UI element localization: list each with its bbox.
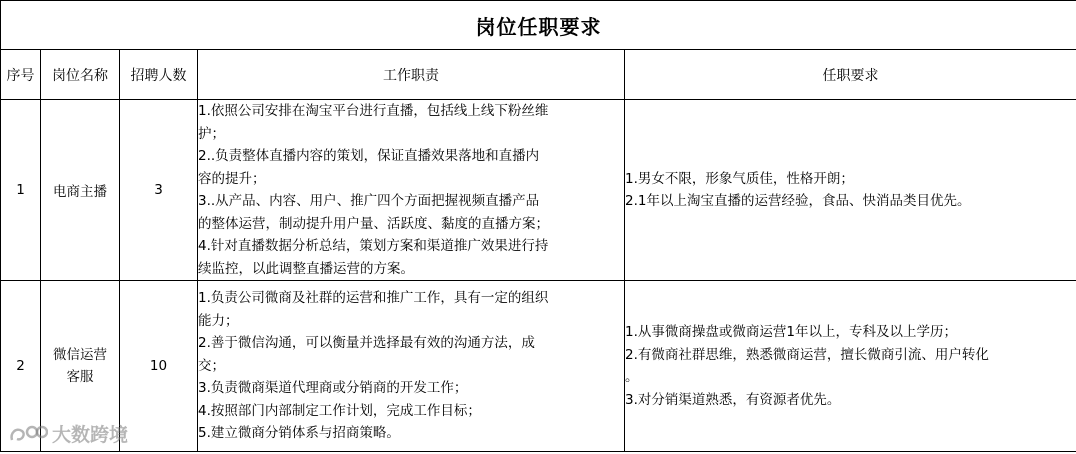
header-requirements: 任职要求 <box>625 50 1076 100</box>
header-position: 岗位名称 <box>41 50 120 100</box>
row-count: 10 <box>120 281 198 452</box>
header-count: 招聘人数 <box>120 50 198 100</box>
watermark-text: 大数跨境 <box>52 424 129 446</box>
duty-line: 4.按照部门内部制定工作计划，完成工作目标； <box>198 402 481 419</box>
duty-line: 2.善于微信沟通，可以衡量并选择最有效的沟通方法，成 <box>198 335 535 352</box>
duty-line: 能力； <box>198 312 239 329</box>
duty-line: 容的提升； <box>198 170 266 187</box>
duty-line: 5.建立微商分销体系与招商策略。 <box>198 425 400 442</box>
requirement-line: 2.有微商社群思维，熟悉微商运营，擅长微商引流、用户转化 <box>625 346 989 363</box>
duty-line: 1.负责公司微商及社群的运营和推广工作，具有一定的组织 <box>198 290 549 307</box>
duty-line: 护； <box>198 125 225 142</box>
row-duties <box>198 100 625 281</box>
duty-line: 3.负责微商渠道代理商或分销商的开发工作； <box>198 380 468 397</box>
row-requirements <box>625 281 1076 452</box>
requirement-line: 2.1年以上淘宝直播的运营经验，食品、快消品类目优先。 <box>625 193 971 209</box>
duty-line: 1.依照公司安排在淘宝平台进行直播，包括线上线下粉丝维 <box>198 103 549 119</box>
header-row <box>1 50 1076 100</box>
row-requirements <box>625 100 1076 281</box>
row-count: 3 <box>120 100 198 281</box>
duty-line: 交； <box>198 357 225 374</box>
duty-line: 3..从产品、内容、用户、推广四个方面把握视频直播产品 <box>198 193 540 209</box>
duty-line: 续监控，以此调整直播运营的方案。 <box>198 260 414 277</box>
requirement-line: 1.从事微商操盘或微商运营1年以上，专科及以上学历； <box>625 324 957 340</box>
table-row <box>1 281 1076 452</box>
header-index: 序号 <box>1 50 41 100</box>
row-index: 2 <box>1 281 41 452</box>
watermark-logo-icon <box>8 423 48 445</box>
header-duties: 工作职责 <box>198 50 625 100</box>
duty-line: 2..负责整体直播内容的策划，保证直播效果落地和直播内 <box>198 148 540 164</box>
row-position: 微信运营客服 <box>41 281 120 452</box>
duty-line: 的整体运营，制动提升用户量、活跃度、黏度的直播方案； <box>198 215 549 232</box>
table-row <box>1 100 1076 281</box>
requirement-line: 。 <box>625 369 639 385</box>
row-duties <box>198 281 625 452</box>
row-index: 1 <box>1 100 41 281</box>
requirement-line: 3.对分销渠道熟悉，有资源者优先。 <box>625 391 841 408</box>
requirement-line: 1.男女不限，形象气质佳，性格开朗； <box>625 170 854 187</box>
duty-line: 4.针对直播数据分析总结，策划方案和渠道推广效果进行持 <box>198 238 549 254</box>
row-position: 电商主播 <box>41 100 120 281</box>
table-title: 岗位任职要求 <box>1 1 1076 50</box>
watermark <box>8 420 128 447</box>
